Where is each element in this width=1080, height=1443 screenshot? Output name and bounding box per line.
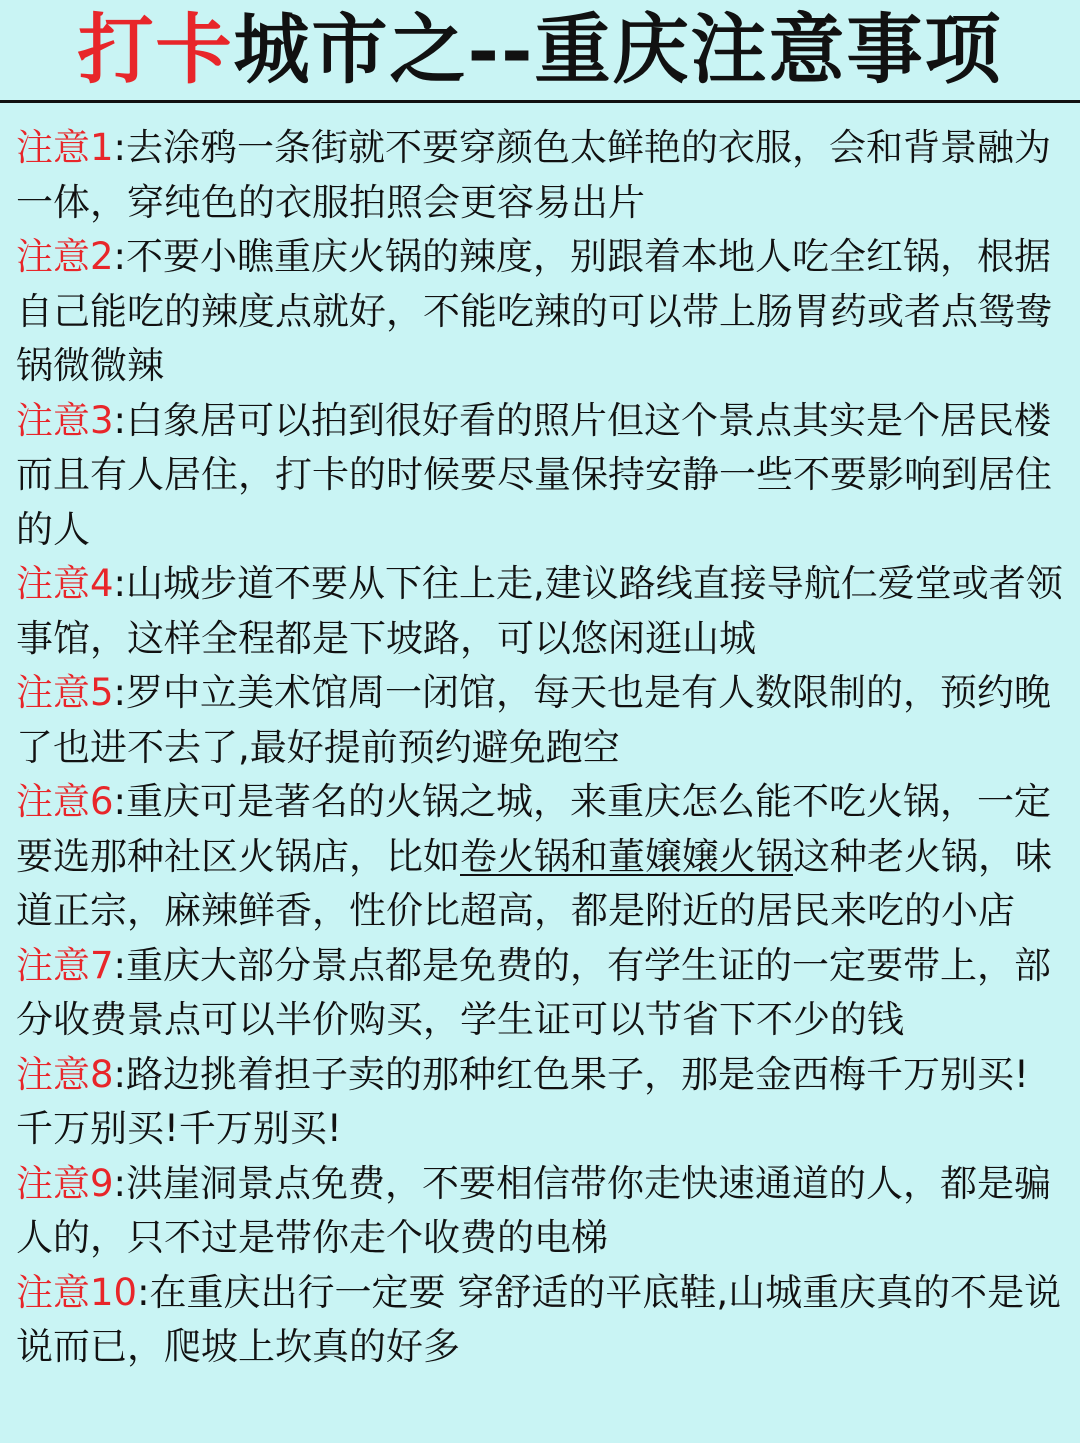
page-title-main: 城市之--重庆注意事项 [233,5,1003,94]
note-item [16,666,1064,775]
note-label: 注意1 [16,126,114,169]
note-item [16,557,1064,666]
note-item [16,121,1064,230]
note-item [16,230,1064,394]
note-label: 注意4 [16,562,114,605]
note-label: 注意5 [16,671,114,714]
note-label: 注意6 [16,780,114,823]
note-item [16,1048,1064,1157]
note-text: :罗中立美术馆周一闭馆，每天也是有人数限制的，预约晚了也进不去了,最好提前预约避免跑空 [16,671,1052,769]
notes-list [0,103,1080,1375]
note-text: :在重庆出行一定要 穿舒适的平底鞋,山城重庆真的不是说说而已，爬坡上坎真的好多 [16,1270,1062,1368]
note-label: 注意9 [16,1161,114,1205]
note-item [16,1157,1064,1266]
note-text: :不要小瞧重庆火锅的辣度，别跟着本地人吃全红锅，根据自己能吃的辣度点就好，不能吃辣的可以带上肠胃药或者点鸳鸯锅微微辣 [16,235,1052,387]
note-text-before: :重庆可是著名的火锅之城，来重庆怎么能不吃火锅，一定要选那种社区火锅店，比如 [16,780,1052,878]
note-text: :山城步道不要从下往上走,建议路线直接导航仁爱堂或者领事馆，这样全程都是下坡路，可以悠闲逛山城 [16,562,1063,660]
note-item [16,775,1064,939]
note-label: 注意3 [16,398,114,442]
note-item [16,394,1064,558]
note-label: 注意7 [16,943,114,987]
note-text: :路边挑着担子卖的那种红色果子，那是金西梅千万别买!千万别买!千万别买! [16,1052,1029,1150]
note-text: :重庆大部分景点都是免费的，有学生证的一定要带上，部分收费景点可以半价购买，学生证可以节省下不少的钱 [16,943,1052,1041]
title-bar [0,0,1080,103]
note-text-after: 这种老火锅，味道正宗，麻辣鲜香，性价比超高，都是附近的居民来吃的小店 [16,834,1052,932]
note-item [16,939,1064,1048]
note-text: :去涂鸦一条街就不要穿颜色太鲜艳的衣服，会和背景融为一体，穿纯色的衣服拍照会更容易出片 [16,126,1052,224]
note-text-underlined: 卷火锅和董嬢嬢火锅 [460,834,793,878]
note-label: 注意10 [16,1270,138,1314]
note-label: 注意2 [16,235,114,278]
note-text: :白象居可以拍到很好看的照片但这个景点其实是个居民楼而且有人居住，打卡的时候要尽量保持安静一些不要影响到居住的人 [16,398,1052,551]
note-label: 注意8 [16,1052,114,1096]
page-title-highlight: 打卡 [77,5,234,94]
note-text: :洪崖洞景点免费，不要相信带你走快速通道的人，都是骗人的，只不过是带你走个收费的电梯 [16,1161,1052,1259]
page-title [77,5,1003,94]
note-item [16,1266,1064,1375]
